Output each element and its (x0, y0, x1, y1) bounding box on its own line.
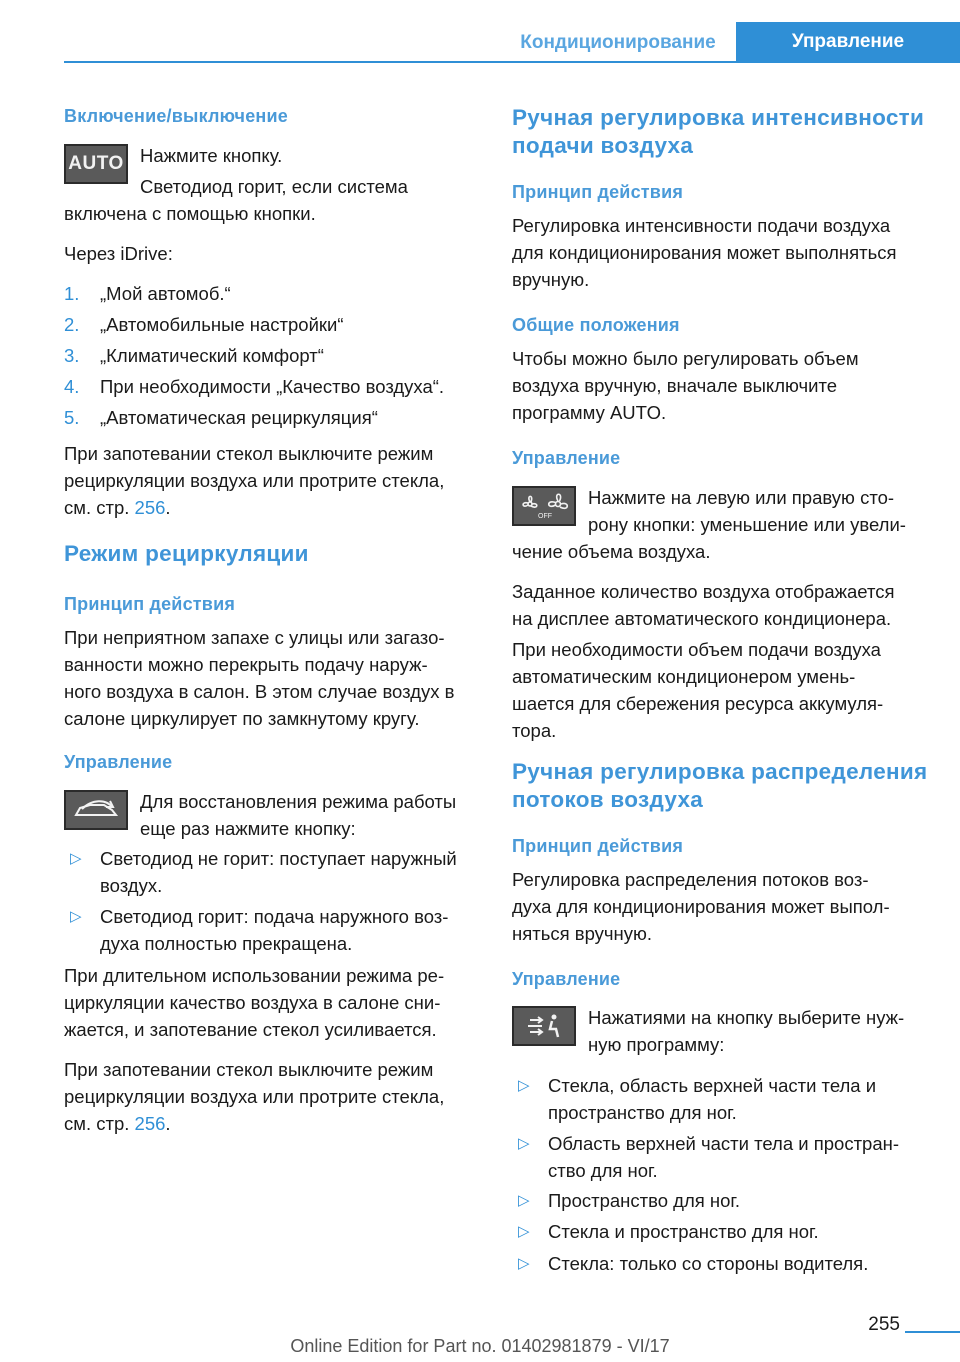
idrive-intro: Через iDrive: (64, 243, 173, 264)
triangle-bullet-icon: ▷ (518, 1223, 530, 1240)
bullet-line-a: Пространство для ног. (548, 1190, 741, 1211)
fan-speed-button-icon (512, 486, 576, 526)
display-line: на дисплее автоматического кондиционера. (512, 608, 892, 629)
volume-heading-line-a: Ручная регулировка интенсивности (512, 105, 925, 130)
step-number: 5. (64, 407, 80, 428)
step-number: 3. (64, 345, 80, 366)
volume-general-line: воздуха вручную, вначале выключите (512, 375, 838, 396)
step-text: При необходимости „Качество воздуха“. (100, 376, 445, 397)
step-number: 2. (64, 314, 80, 335)
fog-note-1b: рециркуляции воздуха или протрите стекла, (64, 470, 445, 491)
battery-line: автоматическим кондиционером умень- (512, 666, 856, 687)
distribution-control-b: ную программу: (588, 1034, 725, 1055)
volume-principle-line: вручную. (512, 269, 590, 290)
distribution-heading-line-b: потоков воздуха (512, 787, 704, 812)
long-use-line: жается, и запотевание стекол усиливается. (64, 1019, 437, 1040)
volume-control-heading: Управление (512, 448, 621, 468)
battery-line: При необходимости объем подачи воздуха (512, 639, 881, 660)
air-distribution-icon (516, 1011, 572, 1041)
triangle-bullet-icon: ▷ (518, 1077, 530, 1094)
distribution-control-heading: Управление (512, 969, 621, 989)
bullet-line-a: Стекла: только со стороны водителя. (548, 1253, 869, 1274)
page-number: 255 (868, 1314, 900, 1335)
volume-principle-heading: Принцип действия (512, 182, 684, 202)
fan-off-label: OFF (538, 513, 552, 520)
page-link-256[interactable]: 256 (134, 497, 166, 518)
section-tab[interactable]: Кондиционирование (520, 32, 716, 53)
volume-principle-line: Регулировка интенсивности подачи воздуха (512, 215, 891, 236)
bullet-line-a: Стекла и пространство для ног. (548, 1221, 819, 1242)
recirc-principle-line: салоне циркулирует по замкнутому кругу. (64, 708, 420, 729)
recirculation-button-icon (64, 790, 128, 830)
step-number: 4. (64, 376, 80, 397)
triangle-bullet-icon: ▷ (70, 908, 82, 925)
step-text: „Автомобильные настройки“ (100, 314, 344, 335)
triangle-bullet-icon: ▷ (70, 850, 82, 867)
fog-note-2c (64, 1110, 171, 1137)
distribution-heading-line-a: Ручная регулировка распределения (512, 759, 928, 784)
edition-note: Online Edition for Part no. 01402981879 - VI/17 (290, 1336, 670, 1356)
fog-note-1c (64, 494, 171, 521)
footer-rule (905, 1331, 960, 1333)
fog-note-2a: При запотевании стекол выключите режим (64, 1059, 434, 1080)
chapter-tab[interactable]: Управление (736, 22, 960, 62)
air-distribution-button-icon (512, 1006, 576, 1046)
distribution-heading (512, 758, 942, 814)
step-text: „Мой автомоб.“ (100, 283, 231, 304)
auto-button-icon (64, 144, 128, 184)
fog-note-1c-pre: см. стр. (64, 497, 135, 518)
page-header (0, 0, 960, 62)
fan-icon (516, 491, 572, 521)
fog-note-2c-post: . (165, 1113, 171, 1134)
auto-icon-label: AUTO (68, 153, 124, 174)
distribution-principle-line: няться вручную. (512, 923, 653, 944)
distribution-principle-line: Регулировка распределения потоков воз- (512, 869, 869, 890)
triangle-bullet-icon: ▷ (518, 1255, 530, 1272)
onoff-line2b: включена с помощью кнопки. (64, 203, 316, 224)
volume-control-a: Нажмите на левую или правую сто- (588, 487, 895, 508)
volume-general-heading: Общие положения (512, 315, 680, 335)
volume-control-c: чение объема воздуха. (512, 541, 711, 562)
recirc-control-a: Для восстановления режима работы (140, 791, 457, 812)
header-rule (64, 61, 960, 63)
volume-general-line: Чтобы можно было регулировать объем (512, 348, 859, 369)
bullet-line-b: пространство для ног. (548, 1102, 737, 1123)
triangle-bullet-icon: ▷ (518, 1135, 530, 1152)
recirc-control-heading: Управление (64, 752, 173, 772)
fog-note-1c-post: . (165, 497, 171, 518)
step-text: „Автоматическая рециркуляция“ (100, 407, 378, 428)
recirc-principle-line: ного воздуха в салон. В этом случае воздух в (64, 681, 455, 702)
bullet-line-b: воздух. (100, 875, 163, 896)
bullet-line-a: Область верхней части тела и простран- (548, 1133, 899, 1154)
volume-principle-line: для кондиционирования может выполняться (512, 242, 897, 263)
step-text: „Климатический комфорт“ (100, 345, 324, 366)
recirculation-icon (68, 795, 124, 825)
battery-line: шается для сбережения ресурса аккумуля- (512, 693, 884, 714)
bullet-line-b: ство для ног. (548, 1160, 658, 1181)
recirc-heading: Режим рециркуляции (64, 541, 309, 566)
recirc-principle-heading: Принцип действия (64, 594, 236, 614)
long-use-line: При длительном использовании режима ре- (64, 965, 445, 986)
onoff-heading: Включение/выключение (64, 106, 288, 126)
triangle-bullet-icon: ▷ (518, 1192, 530, 1209)
bullet-line-b: духа полностью прекращена. (100, 933, 353, 954)
bullet-line-a: Светодиод не горит: поступает наружный (100, 848, 457, 869)
volume-general-line: программу AUTO. (512, 402, 667, 423)
fog-note-1a: При запотевании стекол выключите режим (64, 443, 434, 464)
onoff-line1: Нажмите кнопку. (140, 145, 283, 166)
volume-control-b: рону кнопки: уменьшение или увели- (588, 514, 906, 535)
step-number: 1. (64, 283, 80, 304)
onoff-line2a: Светодиод горит, если система (140, 176, 408, 197)
bullet-line-a: Светодиод горит: подача наружного воз- (100, 906, 449, 927)
display-line: Заданное количество воздуха отображается (512, 581, 895, 602)
fog-note-2c-pre: см. стр. (64, 1113, 135, 1134)
distribution-principle-line: духа для кондиционирования может выпол- (512, 896, 890, 917)
volume-heading (512, 104, 942, 160)
bullet-line-a: Стекла, область верхней части тела и (548, 1075, 877, 1096)
distribution-principle-heading: Принцип действия (512, 836, 684, 856)
battery-line: тора. (512, 720, 557, 741)
recirc-principle-line: ванности можно перекрыть подачу наруж- (64, 654, 428, 675)
fog-note-2b: рециркуляции воздуха или протрите стекла, (64, 1086, 445, 1107)
distribution-control-a: Нажатиями на кнопку выберите нуж- (588, 1007, 905, 1028)
recirc-control-b: еще раз нажмите кнопку: (140, 818, 356, 839)
page-link-256[interactable]: 256 (134, 1113, 166, 1134)
recirc-principle-line: При неприятном запахе с улицы или загазо- (64, 627, 445, 648)
long-use-line: циркуляции качество воздуха в салоне сни- (64, 992, 441, 1013)
volume-heading-line-b: подачи воздуха (512, 133, 694, 158)
